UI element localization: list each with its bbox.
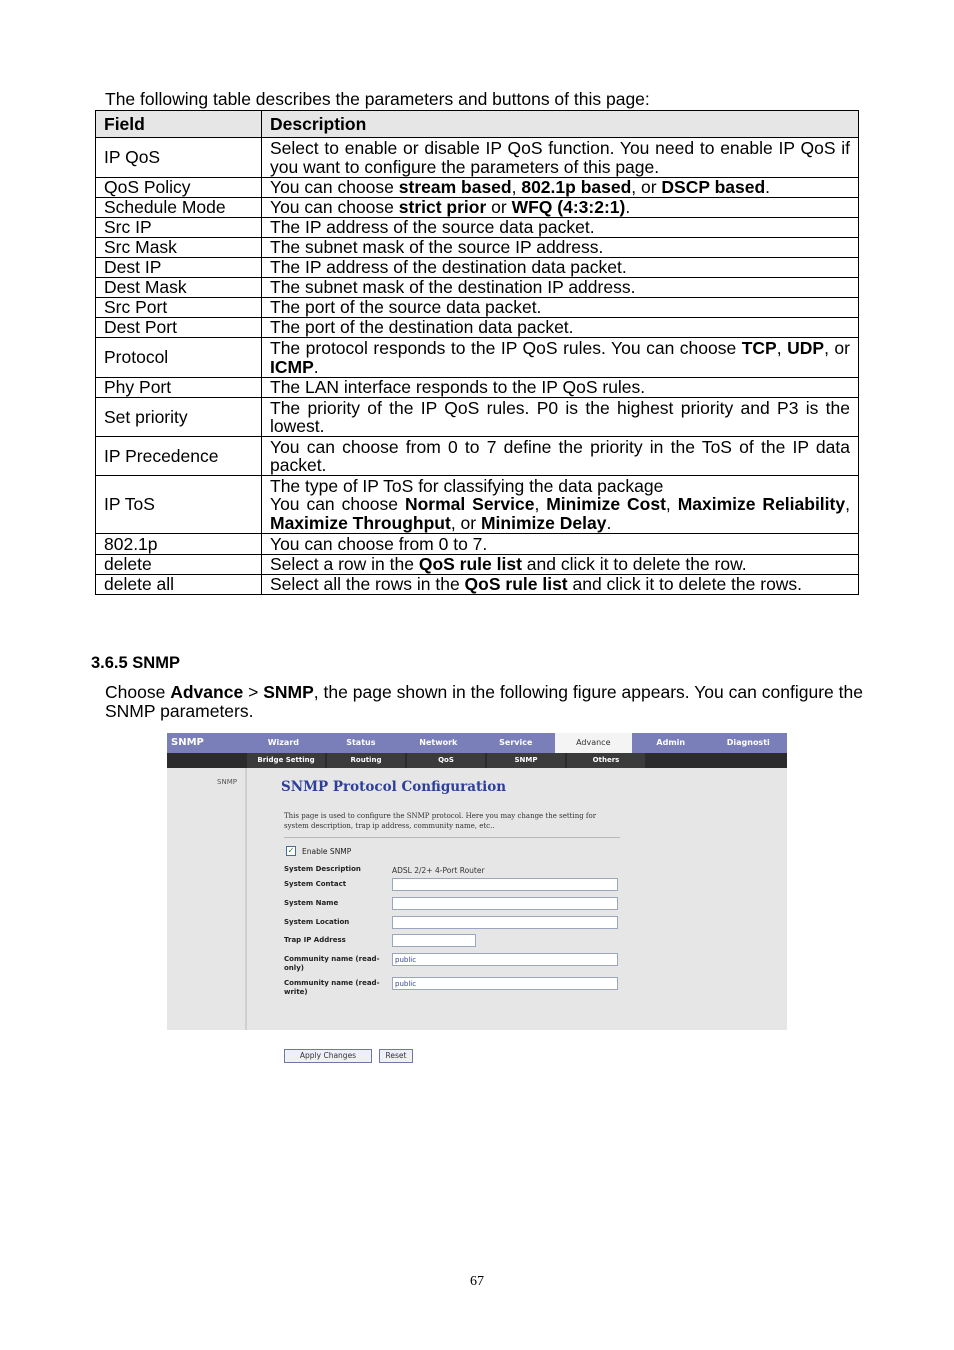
- subtab-bridge-setting[interactable]: Bridge Setting: [247, 753, 325, 768]
- table-row: [96, 398, 859, 437]
- brand-label: SNMP: [171, 737, 204, 748]
- top-navigation: [167, 733, 787, 753]
- subnav-spacer: [167, 753, 247, 768]
- text-run: You can choose: [270, 177, 399, 198]
- description-cell: [262, 278, 859, 298]
- field-label: Community name (read-only): [284, 955, 380, 972]
- tab-wizard[interactable]: Wizard: [267, 738, 299, 747]
- description-cell: [262, 258, 859, 278]
- field-input[interactable]: [392, 916, 618, 929]
- description-cell: [262, 178, 859, 198]
- description-cell: [262, 476, 859, 534]
- tab-diagnosti[interactable]: Diagnosti: [726, 738, 770, 747]
- text-run: The IP address of the destination data packet.: [270, 257, 627, 278]
- field-cell: IP QoS: [96, 138, 262, 178]
- table-row: [96, 534, 859, 555]
- text-run: The type of IP ToS for classifying the data package: [270, 475, 664, 496]
- page-number: 67: [470, 1274, 484, 1289]
- field-cell: Schedule Mode: [96, 198, 262, 218]
- table-row: [96, 258, 859, 278]
- header-field: Field: [96, 111, 262, 138]
- left-menu-snmp-link[interactable]: SNMP: [217, 778, 237, 786]
- description-cell: [262, 534, 859, 555]
- text-run: You can choose from 0 to 7 define the priority in the ToS of the IP data packet.: [270, 436, 850, 475]
- text-run: ,: [776, 338, 788, 358]
- field-cell: Phy Port: [96, 378, 262, 398]
- field-label: System Name: [284, 899, 339, 907]
- text-run: The LAN interface responds to the IP QoS rules.: [270, 377, 646, 398]
- divider: [284, 837, 620, 838]
- text-run: or: [486, 197, 512, 218]
- field-cell: delete all: [96, 575, 262, 595]
- field-cell: IP Precedence: [96, 437, 262, 476]
- table-row: [96, 338, 859, 378]
- table-row: [96, 198, 859, 218]
- bold-term: Minimize Cost: [546, 494, 666, 515]
- text-run: , or: [631, 177, 662, 198]
- field-row: [284, 897, 624, 913]
- apply-changes-button[interactable]: Apply Changes: [284, 1049, 372, 1063]
- description-cell: [262, 298, 859, 318]
- description-cell: [262, 378, 859, 398]
- table-row: [96, 476, 859, 534]
- bold-term: stream based: [398, 177, 512, 198]
- description-cell: [262, 198, 859, 218]
- text-run: , or: [450, 512, 481, 533]
- table-row: [96, 437, 859, 476]
- page-title: SNMP Protocol Configuration: [281, 779, 507, 795]
- bold-term: SNMP: [263, 682, 314, 702]
- text-run: Select to enable or disable IP QoS function. You need to enable IP QoS if you want to configure the parameters of this page.: [270, 138, 850, 177]
- text-run: .: [606, 512, 612, 533]
- field-input[interactable]: [392, 897, 618, 910]
- field-row: [284, 863, 624, 879]
- text-run: ,: [534, 494, 547, 515]
- field-cell: Protocol: [96, 338, 262, 378]
- description-cell: [262, 238, 859, 258]
- bold-term: ICMP: [270, 356, 314, 377]
- text-run: and click it to delete the rows.: [567, 574, 803, 595]
- text-run: You can choose from 0 to 7.: [270, 533, 488, 554]
- text-run: Choose: [105, 682, 171, 702]
- field-row: [284, 977, 624, 996]
- text-run: The priority of the IP QoS rules. P0 is the highest priority and P3 is the lowest.: [270, 397, 850, 436]
- subtab-routing[interactable]: Routing: [327, 753, 405, 768]
- text-run: The IP address of the source data packet.: [270, 217, 595, 238]
- text-run: Select a row in the: [270, 554, 419, 575]
- left-menu: [167, 768, 247, 1030]
- text-run: and click it to delete the row.: [521, 554, 747, 575]
- subtab-qos[interactable]: QoS: [407, 753, 485, 768]
- text-run: .: [313, 356, 319, 377]
- table-row: [96, 555, 859, 575]
- section-paragraph: [105, 683, 863, 721]
- text-run: You can choose: [270, 494, 405, 515]
- text-run: The subnet mask of the source IP address.: [270, 237, 604, 258]
- field-row: [284, 934, 624, 950]
- text-run: ,: [511, 177, 522, 198]
- description-cell: [262, 398, 859, 437]
- description-cell: [262, 138, 859, 178]
- description-cell: [262, 555, 859, 575]
- field-cell: Dest Mask: [96, 278, 262, 298]
- tab-network[interactable]: Network: [419, 738, 458, 747]
- table-body: [96, 138, 859, 595]
- section-heading: 3.6.5 SNMP: [91, 654, 180, 672]
- description-cell: [262, 318, 859, 338]
- table-row: [96, 278, 859, 298]
- subtab-snmp[interactable]: SNMP: [487, 753, 565, 768]
- bold-term: UDP: [787, 338, 825, 358]
- field-cell: IP ToS: [96, 476, 262, 534]
- field-cell: 802.1p: [96, 534, 262, 555]
- text-run: The port of the destination data packet.: [270, 317, 574, 338]
- bold-term: Maximize Reliability: [677, 494, 846, 515]
- field-input[interactable]: public: [392, 953, 618, 966]
- parameters-table: [95, 110, 859, 595]
- field-input[interactable]: [392, 878, 618, 891]
- bold-term: Minimize Delay: [480, 512, 607, 533]
- field-label: Community name (read-write): [284, 979, 380, 996]
- field-input[interactable]: public: [392, 977, 618, 990]
- field-label: System Contact: [284, 880, 347, 888]
- field-label: System Description: [284, 865, 361, 873]
- bold-term: DSCP based: [661, 177, 766, 198]
- field-row: [284, 953, 624, 972]
- table-header-row: [96, 111, 859, 138]
- description-cell: [262, 218, 859, 238]
- sub-navigation: [167, 753, 787, 768]
- text-run: .: [765, 177, 771, 198]
- bold-term: strict prior: [398, 197, 487, 218]
- bold-term: Advance: [170, 682, 244, 702]
- text-run: The port of the source data packet.: [270, 297, 542, 318]
- snmp-screenshot: [167, 733, 787, 1060]
- bold-term: Normal Service: [404, 494, 535, 515]
- description-cell: [262, 338, 859, 378]
- enable-snmp-checkbox[interactable]: ✓: [287, 846, 295, 855]
- table-row: [96, 318, 859, 338]
- field-input[interactable]: [392, 934, 476, 947]
- text-run: , or: [824, 338, 850, 358]
- field-cell: delete: [96, 555, 262, 575]
- reset-button[interactable]: Reset: [379, 1049, 413, 1063]
- field-label: System Location: [284, 918, 350, 926]
- field-cell: Dest IP: [96, 258, 262, 278]
- field-cell: Src IP: [96, 218, 262, 238]
- text-run: ,: [845, 494, 850, 515]
- table-row: [96, 298, 859, 318]
- header-description: Description: [262, 111, 859, 138]
- table-row: [96, 178, 859, 198]
- field-cell: QoS Policy: [96, 178, 262, 198]
- table-row: [96, 138, 859, 178]
- table-row: [96, 238, 859, 258]
- bold-term: TCP: [741, 338, 777, 358]
- subtab-others[interactable]: Others: [567, 753, 645, 768]
- bold-term: 802.1p based: [521, 177, 632, 198]
- field-cell: Dest Port: [96, 318, 262, 338]
- text-run: >: [243, 682, 264, 702]
- text-run: You can choose: [270, 197, 399, 218]
- page-description: This page is used to configure the SNMP protocol. Here you may change the setting for system description, trap ip address, community name, etc..: [284, 812, 597, 830]
- bold-term: QoS rule list: [418, 554, 522, 575]
- tab-service[interactable]: Service: [499, 738, 533, 747]
- bold-term: WFQ (4:3:2:1): [511, 197, 626, 218]
- tab-status[interactable]: Status: [346, 738, 376, 747]
- text-run: The protocol responds to the IP QoS rules. You can choose: [270, 338, 742, 358]
- text-run: .: [625, 197, 631, 218]
- text-run: Select all the rows in the: [270, 574, 465, 595]
- table-row: [96, 575, 859, 595]
- enable-snmp-label: Enable SNMP: [302, 846, 352, 856]
- text-run: ,: [665, 494, 678, 515]
- field-cell: Src Mask: [96, 238, 262, 258]
- bold-term: QoS rule list: [464, 574, 568, 595]
- bold-term: Maximize Throughput: [270, 512, 451, 533]
- tab-advance[interactable]: Advance: [555, 733, 632, 753]
- table-row: [96, 218, 859, 238]
- description-cell: [262, 575, 859, 595]
- text-run: , the page shown in the following figure appears. You can configure the SNMP parameters.: [105, 682, 863, 721]
- field-label: Trap IP Address: [284, 936, 346, 944]
- field-row: [284, 878, 624, 894]
- field-row: [284, 916, 624, 932]
- tab-admin[interactable]: Admin: [656, 738, 686, 747]
- text-run: The subnet mask of the destination IP address.: [270, 277, 636, 298]
- description-cell: [262, 437, 859, 476]
- enable-snmp-row: [286, 846, 351, 856]
- table-row: [96, 378, 859, 398]
- field-cell: Src Port: [96, 298, 262, 318]
- intro-text: The following table describes the parameters and buttons of this page:: [105, 89, 650, 109]
- field-value: ADSL 2/2+ 4-Port Router: [392, 866, 485, 875]
- field-cell: Set priority: [96, 398, 262, 437]
